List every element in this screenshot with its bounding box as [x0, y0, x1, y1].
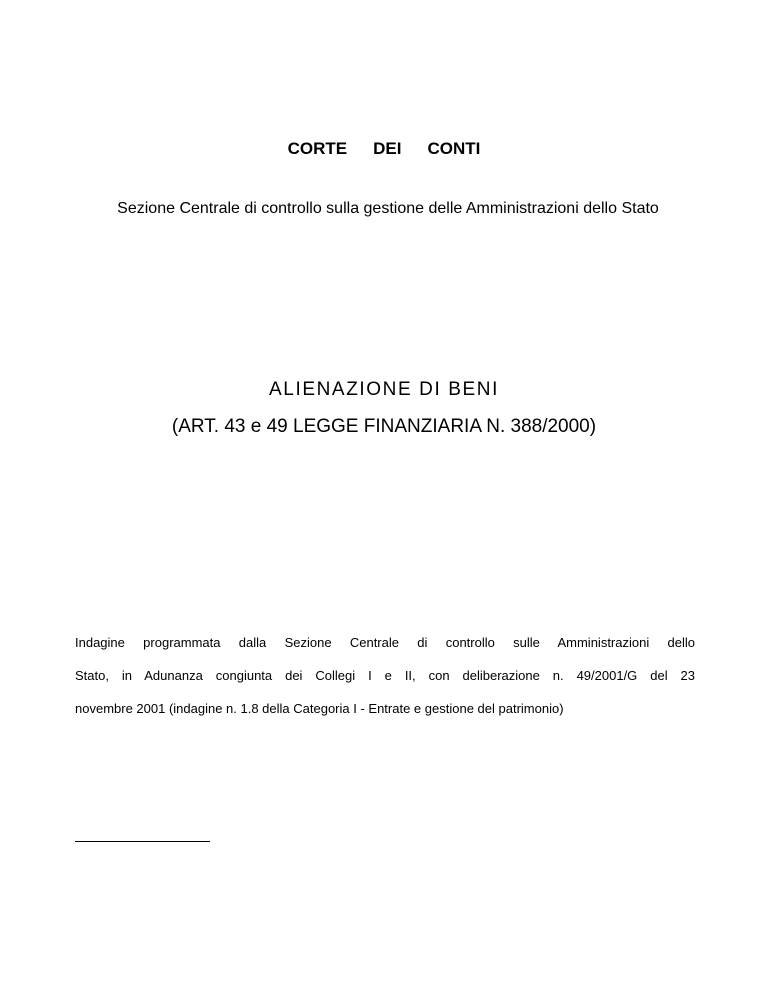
section-subtitle: Sezione Centrale di controllo sulla gestione delle Amministrazioni dello Stato — [117, 200, 659, 217]
paragraph-line: novembre 2001 (indagine n. 1.8 della Categoria I - Entrate e gestione del patrimonio) — [75, 701, 564, 716]
footnote-separator — [75, 841, 210, 842]
title-word-dei: DEI — [373, 139, 402, 158]
paragraph-line: Stato, in Adunanza congiunta dei Collegi I e II, con deliberazione n. 49/2001/G del 23 — [75, 668, 695, 683]
document-heading: ALIENAZIONE DI BENI — [269, 379, 499, 400]
paragraph-line: Indagine programmata dalla Sezione Centrale di controllo sulle Amministrazioni dello — [75, 635, 695, 650]
title-word-corte: CORTE — [287, 139, 348, 158]
document-subheading: (ART. 43 e 49 LEGGE FINANZIARIA N. 388/2000) — [171, 416, 597, 437]
body-paragraph — [75, 626, 695, 725]
title-word-conti: CONTI — [427, 139, 481, 158]
institution-title — [0, 138, 768, 160]
